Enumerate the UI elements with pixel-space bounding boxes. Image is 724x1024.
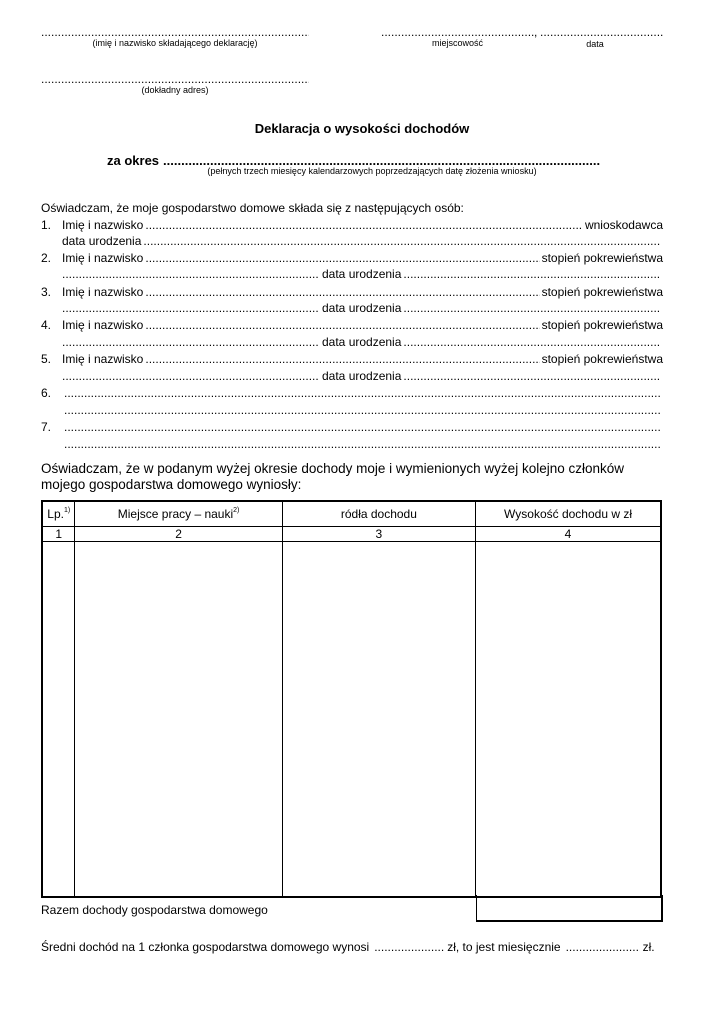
relation-label: stopień pokrewieństwa — [541, 285, 663, 299]
period-caption: (pełnych trzech miesięcy kalendarzowych poprzedzających datę złożenia wniosku) — [207, 166, 537, 176]
average-mid: zł, to jest miesięcznie — [447, 940, 561, 954]
person-7-row — [41, 420, 663, 436]
person-4-name-row — [41, 318, 663, 334]
address-caption: (dokładny adres) — [141, 85, 209, 95]
lp-cell[interactable] — [42, 542, 75, 898]
col-number: 3 — [282, 527, 475, 542]
person-number: 3. — [41, 285, 52, 299]
amount-cell[interactable] — [476, 542, 661, 898]
person-4-birth-row — [41, 335, 663, 351]
birth-line[interactable] — [403, 369, 661, 383]
person-2-birth-row — [41, 267, 663, 283]
birth-line[interactable] — [403, 335, 661, 349]
person-5-name-row — [41, 352, 663, 368]
place-caption: miejscowość — [431, 38, 483, 48]
relation-label: wnioskodawca — [584, 218, 663, 232]
relation-label: stopień pokrewieństwa — [541, 352, 663, 366]
address-line[interactable] — [41, 72, 309, 86]
col-number: 4 — [476, 527, 661, 542]
birth-label: data urodzenia — [322, 369, 402, 383]
person-6-row-2 — [41, 403, 663, 419]
income-table — [41, 500, 662, 898]
person-line[interactable] — [64, 437, 661, 451]
birth-line[interactable] — [403, 301, 661, 315]
person-7-row-2 — [41, 437, 663, 453]
birth-label: data urodzenia — [322, 267, 402, 281]
person-3-name-row — [41, 285, 663, 301]
col-workplace-header: Miejsce pracy – nauki$^{2)}$ — [75, 501, 282, 527]
monthly-amount-line[interactable] — [566, 940, 640, 954]
source-cell[interactable] — [282, 542, 475, 898]
col-source-header: ródła dochodu — [282, 501, 475, 527]
relation-line[interactable] — [62, 301, 318, 315]
name-label: Imię i nazwisko — [62, 218, 144, 232]
person-number: 4. — [41, 318, 52, 332]
person-line[interactable] — [64, 403, 661, 417]
name-label: Imię i nazwisko — [62, 318, 144, 332]
name-line[interactable] — [145, 218, 583, 232]
person-3-birth-row — [41, 301, 663, 317]
birth-line[interactable] — [143, 234, 661, 248]
col-lp-header: Lp.$^{1)}$ — [42, 501, 75, 527]
date-line[interactable] — [540, 25, 663, 39]
name-label: Imię i nazwisko — [62, 251, 144, 265]
birth-line[interactable] — [403, 267, 661, 281]
average-income-row — [41, 940, 655, 954]
relation-line[interactable] — [62, 369, 318, 383]
household-intro: Oświadczam, że moje gospodarstwo domowe składa się z następujących osób: — [41, 201, 464, 215]
person-number: 2. — [41, 251, 52, 265]
name-line[interactable] — [145, 318, 539, 332]
person-line[interactable] — [64, 420, 661, 434]
name-line[interactable] — [145, 251, 539, 265]
person-number: 6. — [41, 386, 52, 400]
relation-line[interactable] — [62, 267, 318, 281]
birth-label: data urodzenia — [322, 335, 402, 349]
average-amount-line[interactable] — [374, 940, 444, 954]
relation-line[interactable] — [62, 335, 318, 349]
income-intro: Oświadczam, że w podanym wyżej okresie dochody moje i wymienionych wyżej kolejno członków mojego gospodarstwa domowego wyniosły: — [41, 461, 624, 492]
applicant-name-caption: (imię i nazwisko składającego deklarację) — [92, 38, 258, 48]
workplace-cell[interactable] — [75, 542, 282, 898]
average-suffix: zł. — [642, 940, 655, 954]
person-number: 5. — [41, 352, 52, 366]
relation-label: stopień pokrewieństwa — [541, 251, 663, 265]
birth-label: data urodzenia — [62, 234, 142, 248]
date-caption: data — [586, 39, 604, 49]
place-line[interactable] — [381, 25, 534, 39]
person-1-name-row — [41, 218, 663, 234]
person-6-row — [41, 386, 663, 402]
col-number: 1 — [42, 527, 75, 542]
relation-label: stopień pokrewieństwa — [541, 318, 663, 332]
period-label: za okres — [107, 153, 160, 168]
person-5-birth-row — [41, 369, 663, 385]
document-title: Deklaracja o wysokości dochodów — [254, 121, 470, 136]
name-label: Imię i nazwisko — [62, 352, 144, 366]
total-amount-box[interactable] — [476, 895, 663, 922]
average-prefix: Średni dochód na 1 członka gospodarstwa domowego wynosi — [41, 940, 370, 954]
person-1-birth-row — [41, 234, 663, 250]
name-line[interactable] — [145, 352, 539, 366]
person-line[interactable] — [64, 386, 661, 400]
name-label: Imię i nazwisko — [62, 285, 144, 299]
person-2-name-row — [41, 251, 663, 267]
total-label: Razem dochody gospodarstwa domowego — [41, 903, 268, 917]
place-date-comma: , — [534, 25, 538, 39]
col-number: 2 — [75, 527, 282, 542]
birth-label: data urodzenia — [322, 301, 402, 315]
person-number: 7. — [41, 420, 52, 434]
col-amount-header: Wysokość dochodu w zł — [476, 501, 661, 527]
name-line[interactable] — [145, 285, 539, 299]
applicant-name-line[interactable] — [41, 25, 309, 39]
person-number: 1. — [41, 218, 52, 232]
